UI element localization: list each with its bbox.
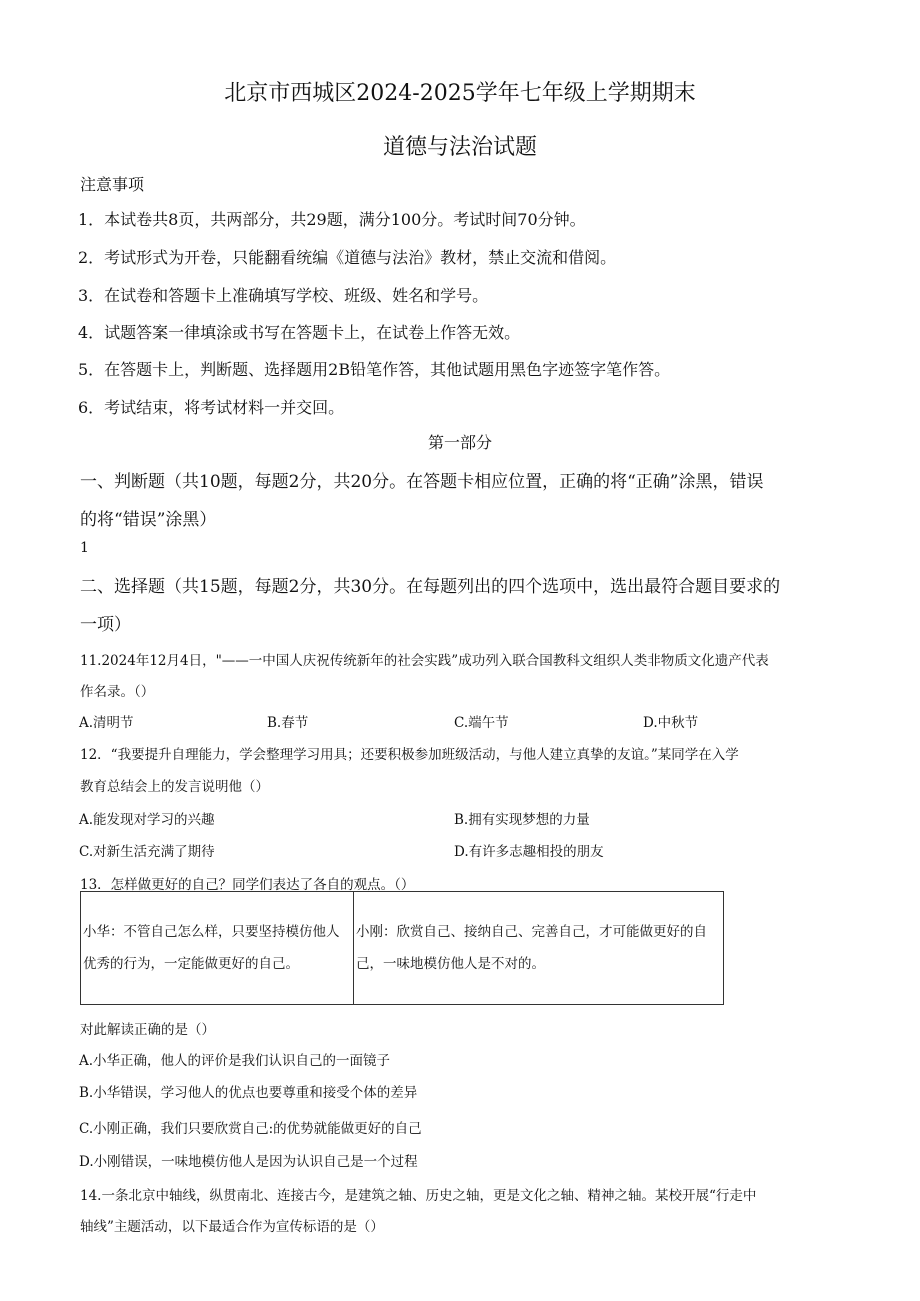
part-label: 第一部分 (427, 433, 492, 452)
q11-option-c: C.端午节 (454, 715, 509, 731)
question-14-stem-cont: 轴线”主题活动，以下最适合作为宣传标语的是（） (80, 1219, 384, 1235)
q12-option-b: B.拥有实现梦想的力量 (454, 812, 590, 828)
note-item: 3．在试卷和答题卡上准确填写学校、班级、姓名和学号。 (78, 286, 489, 305)
q11-option-b: B.春节 (267, 715, 309, 731)
question-12-stem: 12．“我要提升自理能力，学会整理学习用具；还要积极参加班级活动，与他人建立真挚的友谊。”某同学在入学 (80, 747, 739, 763)
view-xiaogang: 小刚：欣赏自己、接纳自己、完善自己，才可能做更好的自己，一味地模仿他人是不对的。 (354, 892, 724, 1005)
note-item: 4．试题答案一律填涂或书写在答题卡上，在试卷上作答无效。 (78, 323, 521, 342)
page-subtitle: 道德与法治试题 (382, 135, 537, 160)
q12-option-a: A.能发现对学习的兴趣 (79, 812, 215, 828)
question-13-sub-stem: 对此解读正确的是（） (80, 1022, 215, 1038)
section-judgement-heading-cont: 的将“错误”涂黑） (80, 510, 217, 530)
q13-viewpoints-table (80, 891, 724, 1005)
note-item: 1．本试卷共8页，共两部分，共29题，满分100分。考试时间70分钟。 (78, 210, 586, 229)
section-choice-heading-cont: 一项） (80, 615, 131, 635)
view-xiaohua: 小华：不管自己怎么样，只要坚持模仿他人优秀的行为，一定能做更好的自己。 (81, 892, 354, 1005)
q12-option-d: D.有许多志趣相投的朋友 (454, 844, 604, 860)
page-title: 北京市西城区2024-2025学年七年级上学期期末 (224, 81, 696, 106)
q12-option-c: C.对新生活充满了期待 (79, 844, 215, 860)
q11-option-a: A.清明节 (79, 715, 134, 731)
judgement-placeholder: 1 (80, 540, 89, 556)
question-11-stem-cont: 作名录。（） (80, 684, 155, 700)
q13-option-d: D.小刚错误，一味地模仿他人是因为认识自己是一个过程 (79, 1154, 418, 1170)
note-item: 2．考试形式为开卷，只能翻看统编《道德与法治》教材，禁止交流和借阅。 (78, 248, 617, 267)
question-13-stem: 13．怎样做更好的自己？同学们表达了各自的观点。（） (80, 877, 415, 893)
section-choice-heading: 二、选择题（共15题，每题2分，共30分。在每题列出的四个选项中，选出最符合题目要求的 (80, 577, 781, 597)
q13-option-a: A.小华正确，他人的评价是我们认识自己的一面镜子 (79, 1053, 391, 1069)
question-14-stem: 14.一条北京中轴线，纵贯南北、连接古今，是建筑之轴、历史之轴，更是文化之轴、精神之轴。某校开展“行走中 (80, 1188, 757, 1204)
question-11-stem: 11.2024年12月4日，"——一中国人庆祝传统新年的社会实践”成功列入联合国教科文组织人类非物质文化遗产代表 (80, 653, 769, 669)
note-item: 5．在答题卡上，判断题、选择题用2B铅笔作答，其他试题用黑色字迹签字笔作答。 (78, 360, 671, 379)
note-item: 6．考试结束，将考试材料一并交回。 (78, 398, 345, 417)
question-12-stem-cont: 教育总结会上的发言说明他（） (80, 779, 269, 795)
notes-heading: 注意事项 (80, 175, 145, 194)
section-judgement-heading: 一、判断题（共10题，每题2分，共20分。在答题卡相应位置，正确的将“正确”涂黑，错误 (80, 472, 764, 492)
q11-option-d: D.中秋节 (643, 715, 699, 731)
q13-option-c: C.小刚正确，我们只要欣赏自己:的优势就能做更好的自己 (79, 1121, 422, 1137)
q13-option-b: B.小华错误，学习他人的优点也要尊重和接受个体的差异 (79, 1085, 418, 1101)
